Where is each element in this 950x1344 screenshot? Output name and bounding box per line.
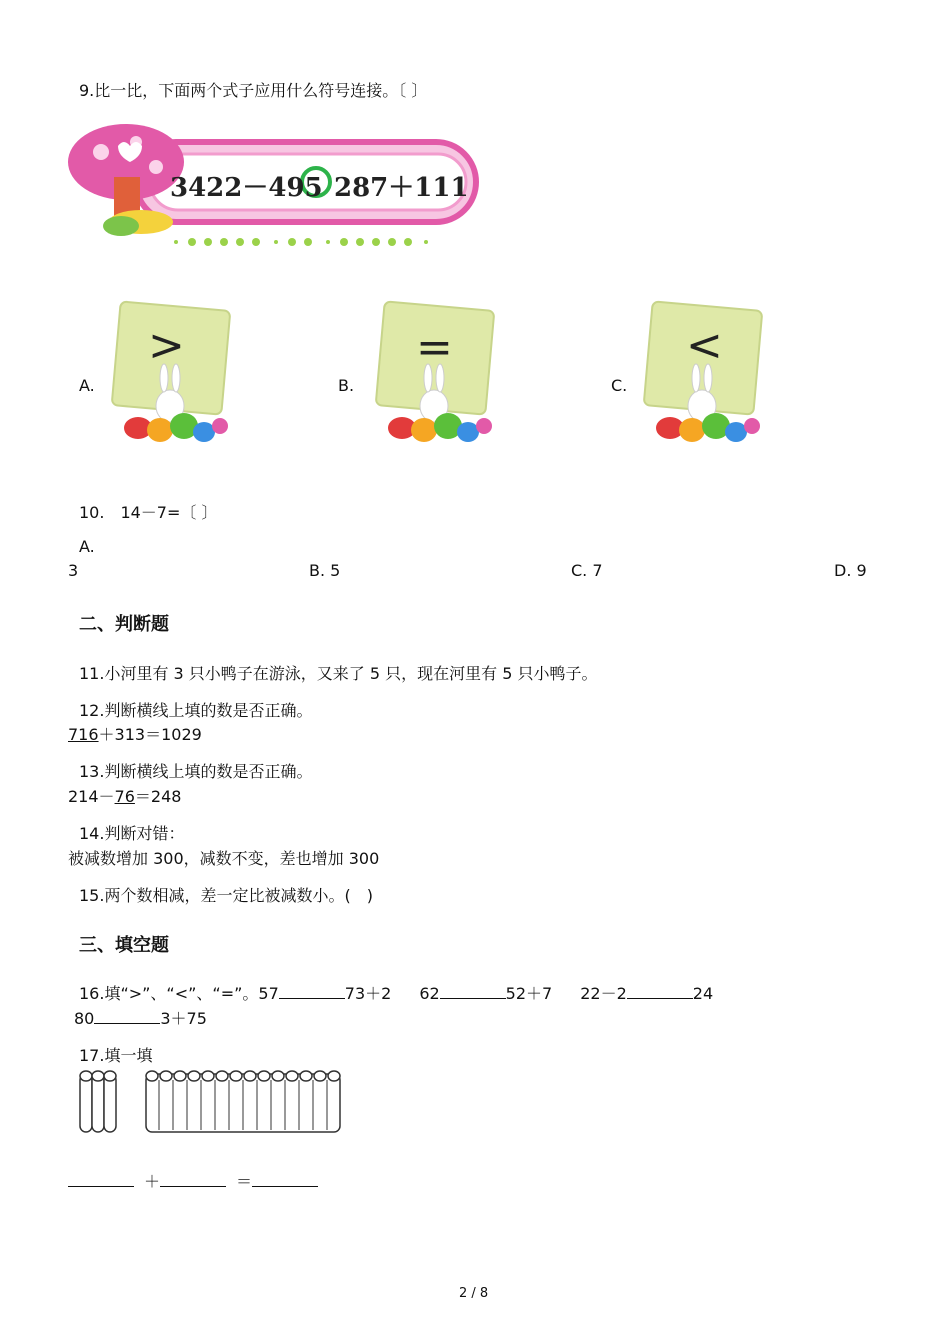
q17-blank-3[interactable] [252,1172,318,1187]
section-2-title: 二、判断题 [79,614,169,635]
q12-rest: ＋313＝1029 [98,725,202,744]
q16-intro: 16.填“>”、“<”、“=”。57 [79,984,279,1003]
q16-p4-before: 80 [74,1009,95,1028]
option-c-symbol: < [686,320,723,371]
q13-rest: ＝248 [134,787,182,806]
option-c-card [640,298,770,458]
q16-blank-2[interactable] [440,984,506,999]
counting-sticks-loose [142,1068,344,1142]
q10-option-a-label: A. [79,537,95,556]
q16-blank-4[interactable] [94,1009,160,1024]
option-a-card [108,298,238,458]
page-number: 2 / 8 [459,1286,489,1301]
q16-p3-before: 22－2 [580,984,627,1003]
option-a-label: A. [79,376,95,395]
q13-prefix: 214－ [68,787,115,806]
q15-text: 15.两个数相减，差一定比被减数小。( ) [79,886,373,905]
q10-option-d: D. 9 [834,561,867,580]
q13-underlined-number: 76 [114,787,135,806]
option-b-label: B. [338,376,355,395]
q16-blank-3[interactable] [627,984,693,999]
q10-text: 10. 14－7=〔 〕 [79,503,218,522]
q10-option-c: C. 7 [571,561,603,580]
expr-right: 287＋111 [334,173,469,203]
q16-blank-1[interactable] [279,984,345,999]
q14-statement: 被减数增加 300，减数不变，差也增加 300 [68,849,380,868]
option-b-card [372,298,502,458]
q16-line2 [74,1006,207,1029]
q16-p3-after: 24 [692,984,714,1003]
q17-blank-1[interactable] [68,1172,134,1187]
counting-sticks-bundle [76,1068,126,1142]
q10-option-b: B. 5 [309,561,341,580]
option-c-label: C. [611,376,628,395]
q16-line1 [79,981,713,1004]
q16-p2-before: 62 [419,984,440,1003]
q12-underlined-number: 716 [68,725,99,744]
q17-equation [68,1169,318,1192]
option-b-symbol: = [416,322,453,373]
q16-p1-after: 73＋2 [344,984,392,1003]
q16-p4-after: 3＋75 [160,1009,207,1028]
q17-text: 17.填一填 [79,1046,153,1065]
comparison-banner [66,112,486,252]
q14-text: 14.判断对错： [79,824,185,843]
q13-text: 13.判断横线上填的数是否正确。 [79,762,313,781]
q17-plus: ＋ [144,1172,161,1191]
q12-text: 12.判断横线上填的数是否正确。 [79,701,313,720]
q11-text: 11.小河里有 3 只小鸭子在游泳，又来了 5 只，现在河里有 5 只小鸭子。 [79,664,598,683]
q9-text: 9.比一比，下面两个式子应用什么符号连接。〔 〕 [79,81,428,100]
section-3-title: 三、填空题 [79,935,169,956]
expr-left: 3422－495 [170,173,323,203]
q12-expression [68,722,202,745]
q13-expression [68,784,181,807]
q16-p2-after: 52＋7 [505,984,553,1003]
q17-blank-2[interactable] [160,1172,226,1187]
option-a-symbol: > [148,320,185,371]
q17-equals: ＝ [236,1172,253,1191]
q10-option-a-value: 3 [68,561,79,580]
